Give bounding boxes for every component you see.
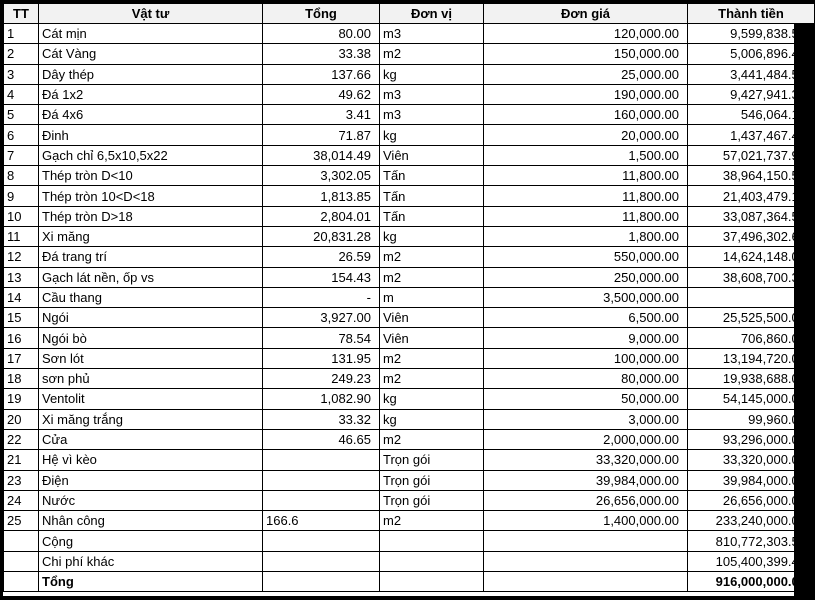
cell-material[interactable]: Cửa	[39, 429, 263, 449]
table-row	[4, 369, 815, 389]
cell-quantity[interactable]: 33.32	[263, 409, 380, 429]
cell-summary-label[interactable]: Tổng	[39, 572, 263, 592]
cell-unit[interactable]: m2	[380, 369, 484, 389]
cell-unit[interactable]: kg	[380, 125, 484, 145]
cell-amount[interactable]: 706,860.00	[688, 328, 815, 348]
cell-unit-price[interactable]: 39,984,000.00	[484, 470, 688, 490]
cell-summary-label[interactable]: Chi phí khác	[39, 551, 263, 571]
cell-unit[interactable]: m2	[380, 429, 484, 449]
header-don-vi[interactable]: Đơn vị	[380, 4, 484, 24]
cell-quantity[interactable]: 137.66	[263, 64, 380, 84]
cell-amount[interactable]: 37,496,302.60	[688, 226, 815, 246]
materials-table	[3, 3, 815, 592]
table-row	[4, 470, 815, 490]
cell-unit[interactable]: m2	[380, 511, 484, 531]
cell-amount[interactable]: 233,240,000.00	[688, 511, 815, 531]
cell-summary-amount[interactable]: 916,000,000.00	[688, 572, 815, 592]
cell-unit-price[interactable]	[484, 572, 688, 592]
cell-quantity[interactable]	[263, 470, 380, 490]
cell-unit-price[interactable]: 11,800.00	[484, 206, 688, 226]
cell-quantity[interactable]: 80.00	[263, 24, 380, 44]
cell-amount[interactable]: 38,608,700.34	[688, 267, 815, 287]
cell-unit[interactable]: kg	[380, 64, 484, 84]
cell-unit[interactable]: Viên	[380, 145, 484, 165]
cell-unit-price[interactable]: 6,500.00	[484, 308, 688, 328]
cell-tt[interactable]: 12	[4, 247, 39, 267]
cell-material[interactable]: Thép tròn D>18	[39, 206, 263, 226]
cell-summary-amount[interactable]: 105,400,399.46	[688, 551, 815, 571]
cell-quantity[interactable]: 3,302.05	[263, 166, 380, 186]
cell-quantity[interactable]: 166.6	[263, 511, 380, 531]
table-row	[4, 409, 815, 429]
cell-material[interactable]: Ngói	[39, 308, 263, 328]
cell-quantity[interactable]: 2,804.01	[263, 206, 380, 226]
cell-tt[interactable]: 25	[4, 511, 39, 531]
cell-tt[interactable]: 17	[4, 348, 39, 368]
cell-unit[interactable]: Tấn	[380, 206, 484, 226]
summary-row	[4, 572, 815, 592]
cell-amount[interactable]: 1,437,467.45	[688, 125, 815, 145]
cell-amount[interactable]: 33,087,364.56	[688, 206, 815, 226]
cell-unit-price[interactable]: 1,500.00	[484, 145, 688, 165]
cell-tt[interactable]: 9	[4, 186, 39, 206]
cell-tt[interactable]	[4, 572, 39, 592]
cell-material[interactable]: Ngói bò	[39, 328, 263, 348]
cell-unit-price[interactable]: 1,800.00	[484, 226, 688, 246]
cell-material[interactable]: Đinh	[39, 125, 263, 145]
cell-quantity[interactable]: 249.23	[263, 369, 380, 389]
cell-unit[interactable]	[380, 572, 484, 592]
cell-quantity[interactable]	[263, 490, 380, 510]
cell-material[interactable]: Đá 1x2	[39, 84, 263, 104]
table-row	[4, 429, 815, 449]
header-tong[interactable]: Tổng	[263, 4, 380, 24]
table-body	[4, 24, 815, 592]
cell-quantity[interactable]: 3,927.00	[263, 308, 380, 328]
cell-amount[interactable]: 38,964,150.50	[688, 166, 815, 186]
cell-amount[interactable]: 9,599,838.53	[688, 24, 815, 44]
cell-tt[interactable]: 13	[4, 267, 39, 287]
cell-tt[interactable]: 8	[4, 166, 39, 186]
cell-unit-price[interactable]: 120,000.00	[484, 24, 688, 44]
cell-unit[interactable]: m2	[380, 247, 484, 267]
cell-unit[interactable]: kg	[380, 389, 484, 409]
cell-unit-price[interactable]: 9,000.00	[484, 328, 688, 348]
cell-amount[interactable]: 19,938,688.00	[688, 369, 815, 389]
cell-unit-price[interactable]: 100,000.00	[484, 348, 688, 368]
cell-amount[interactable]: 14,624,148.00	[688, 247, 815, 267]
table-row	[4, 328, 815, 348]
cell-amount[interactable]: 26,656,000.00	[688, 490, 815, 510]
cell-unit-price[interactable]: 3,500,000.00	[484, 287, 688, 307]
cell-material[interactable]: Gạch lát nền, ốp vs	[39, 267, 263, 287]
cell-tt[interactable]: 15	[4, 308, 39, 328]
cell-unit-price[interactable]: 2,000,000.00	[484, 429, 688, 449]
summary-row	[4, 531, 815, 551]
cell-quantity[interactable]: 154.43	[263, 267, 380, 287]
cell-unit[interactable]: Trọn gói	[380, 450, 484, 470]
cell-unit[interactable]: Viên	[380, 328, 484, 348]
cell-quantity[interactable]: 33.38	[263, 44, 380, 64]
cell-material[interactable]: Cầu thang	[39, 287, 263, 307]
cell-material[interactable]: Đá 4x6	[39, 105, 263, 125]
cell-unit-price[interactable]	[484, 531, 688, 551]
cell-amount[interactable]: 57,021,737.98	[688, 145, 815, 165]
table-row	[4, 125, 815, 145]
cell-material[interactable]: Xi măng trắng	[39, 409, 263, 429]
table-row	[4, 84, 815, 104]
cell-unit[interactable]: kg	[380, 226, 484, 246]
cell-amount[interactable]: 546,064.15	[688, 105, 815, 125]
cell-amount[interactable]: 39,984,000.00	[688, 470, 815, 490]
cell-tt[interactable]: 22	[4, 429, 39, 449]
cell-material[interactable]: Thép tròn D<10	[39, 166, 263, 186]
table-row	[4, 247, 815, 267]
spreadsheet	[3, 3, 806, 596]
cell-tt[interactable]: 18	[4, 369, 39, 389]
cell-material[interactable]: Sơn lót	[39, 348, 263, 368]
table-row	[4, 287, 815, 307]
cell-quantity[interactable]: 78.54	[263, 328, 380, 348]
cell-unit-price[interactable]: 11,800.00	[484, 166, 688, 186]
cell-tt[interactable]: 3	[4, 64, 39, 84]
cell-quantity[interactable]	[263, 551, 380, 571]
table-row	[4, 206, 815, 226]
table-row	[4, 450, 815, 470]
cell-quantity[interactable]: 131.95	[263, 348, 380, 368]
cell-material[interactable]: Ventolit	[39, 389, 263, 409]
cell-amount[interactable]: 21,403,479.18	[688, 186, 815, 206]
cell-unit[interactable]: m3	[380, 84, 484, 104]
table-row	[4, 145, 815, 165]
cell-tt[interactable]: 14	[4, 287, 39, 307]
cell-material[interactable]: Dây thép	[39, 64, 263, 84]
table-row	[4, 226, 815, 246]
cell-amount[interactable]: 13,194,720.00	[688, 348, 815, 368]
cell-amount[interactable]: 99,960.00	[688, 409, 815, 429]
cell-unit[interactable]: Trọn gói	[380, 490, 484, 510]
cell-unit[interactable]: kg	[380, 409, 484, 429]
cell-material[interactable]: Cát Vàng	[39, 44, 263, 64]
cell-quantity[interactable]: 26.59	[263, 247, 380, 267]
cell-unit-price[interactable]: 1,400,000.00	[484, 511, 688, 531]
cell-amount[interactable]: 9,427,941.31	[688, 84, 815, 104]
table-row	[4, 24, 815, 44]
cell-quantity[interactable]	[263, 531, 380, 551]
cell-amount[interactable]: 54,145,000.00	[688, 389, 815, 409]
cell-quantity[interactable]: 38,014.49	[263, 145, 380, 165]
cell-unit-price[interactable]: 26,656,000.00	[484, 490, 688, 510]
cell-unit[interactable]: Tấn	[380, 166, 484, 186]
header-thanh-tien[interactable]: Thành tiền	[688, 4, 815, 24]
cell-tt[interactable]: 5	[4, 105, 39, 125]
table-row	[4, 186, 815, 206]
cell-tt[interactable]: 6	[4, 125, 39, 145]
cell-material[interactable]: Cát mịn	[39, 24, 263, 44]
table-row	[4, 64, 815, 84]
cell-unit[interactable]: m2	[380, 348, 484, 368]
cell-unit-price[interactable]: 25,000.00	[484, 64, 688, 84]
header-tt[interactable]: TT	[4, 4, 39, 24]
cell-unit-price[interactable]: 250,000.00	[484, 267, 688, 287]
cell-tt[interactable]: 4	[4, 84, 39, 104]
cell-quantity[interactable]: 20,831.28	[263, 226, 380, 246]
cell-unit[interactable]: m2	[380, 44, 484, 64]
cell-material[interactable]: Đá trang trí	[39, 247, 263, 267]
cell-tt[interactable]: 16	[4, 328, 39, 348]
cell-material[interactable]: Xi măng	[39, 226, 263, 246]
cell-unit-price[interactable]: 3,000.00	[484, 409, 688, 429]
cell-unit-price[interactable]: 33,320,000.00	[484, 450, 688, 470]
cell-material[interactable]: Gạch chỉ 6,5x10,5x22	[39, 145, 263, 165]
cell-unit[interactable]	[380, 551, 484, 571]
cell-amount[interactable]: -	[688, 287, 815, 307]
cell-unit[interactable]: Tấn	[380, 186, 484, 206]
cell-amount[interactable]: 33,320,000.00	[688, 450, 815, 470]
cell-quantity[interactable]	[263, 572, 380, 592]
cell-tt[interactable]: 7	[4, 145, 39, 165]
cell-tt[interactable]	[4, 551, 39, 571]
table-row	[4, 389, 815, 409]
cell-tt[interactable]: 23	[4, 470, 39, 490]
cell-material[interactable]: Thép tròn 10<D<18	[39, 186, 263, 206]
cell-unit-price[interactable]: 160,000.00	[484, 105, 688, 125]
cell-tt[interactable]: 19	[4, 389, 39, 409]
cell-unit-price[interactable]: 50,000.00	[484, 389, 688, 409]
cell-tt[interactable]: 2	[4, 44, 39, 64]
cell-tt[interactable]	[4, 531, 39, 551]
cell-amount[interactable]: 25,525,500.00	[688, 308, 815, 328]
table-row	[4, 511, 815, 531]
cell-unit[interactable]: m	[380, 287, 484, 307]
cell-unit[interactable]: m2	[380, 267, 484, 287]
cell-quantity[interactable]: 1,082.90	[263, 389, 380, 409]
cell-quantity[interactable]: 71.87	[263, 125, 380, 145]
cell-unit-price[interactable]: 190,000.00	[484, 84, 688, 104]
cell-unit[interactable]: m3	[380, 105, 484, 125]
summary-row	[4, 551, 815, 571]
cell-summary-amount[interactable]: 810,772,303.57	[688, 531, 815, 551]
cell-material[interactable]: sơn phủ	[39, 369, 263, 389]
cell-tt[interactable]: 10	[4, 206, 39, 226]
header-don-gia[interactable]: Đơn giá	[484, 4, 688, 24]
cell-tt[interactable]: 1	[4, 24, 39, 44]
cell-quantity[interactable]: 1,813.85	[263, 186, 380, 206]
cell-material[interactable]: Nước	[39, 490, 263, 510]
cell-unit-price[interactable]	[484, 551, 688, 571]
cell-quantity[interactable]: 49.62	[263, 84, 380, 104]
table-row	[4, 348, 815, 368]
cell-material[interactable]: Điện	[39, 470, 263, 490]
cell-tt[interactable]: 11	[4, 226, 39, 246]
cell-quantity[interactable]: 46.65	[263, 429, 380, 449]
cell-unit-price[interactable]: 550,000.00	[484, 247, 688, 267]
cell-quantity[interactable]: -	[263, 287, 380, 307]
cell-quantity[interactable]: 3.41	[263, 105, 380, 125]
table-row	[4, 490, 815, 510]
cell-unit-price[interactable]: 80,000.00	[484, 369, 688, 389]
table-row	[4, 267, 815, 287]
cell-unit[interactable]: Viên	[380, 308, 484, 328]
header-vat-tu[interactable]: Vật tư	[39, 4, 263, 24]
cell-amount[interactable]: 5,006,896.44	[688, 44, 815, 64]
cell-material[interactable]: Hệ vì kèo	[39, 450, 263, 470]
cell-quantity[interactable]	[263, 450, 380, 470]
table-row	[4, 44, 815, 64]
cell-summary-label[interactable]: Cộng	[39, 531, 263, 551]
cell-unit[interactable]: m3	[380, 24, 484, 44]
cell-material[interactable]: Nhân công	[39, 511, 263, 531]
cell-unit[interactable]	[380, 531, 484, 551]
table-row	[4, 105, 815, 125]
cell-unit-price[interactable]: 11,800.00	[484, 186, 688, 206]
cell-amount[interactable]: 93,296,000.00	[688, 429, 815, 449]
cell-unit-price[interactable]: 150,000.00	[484, 44, 688, 64]
table-row	[4, 308, 815, 328]
header-row	[4, 4, 815, 24]
cell-tt[interactable]: 21	[4, 450, 39, 470]
cell-unit[interactable]: Trọn gói	[380, 470, 484, 490]
cell-amount[interactable]: 3,441,484.52	[688, 64, 815, 84]
cell-unit-price[interactable]: 20,000.00	[484, 125, 688, 145]
cell-tt[interactable]: 20	[4, 409, 39, 429]
cell-tt[interactable]: 24	[4, 490, 39, 510]
table-row	[4, 166, 815, 186]
